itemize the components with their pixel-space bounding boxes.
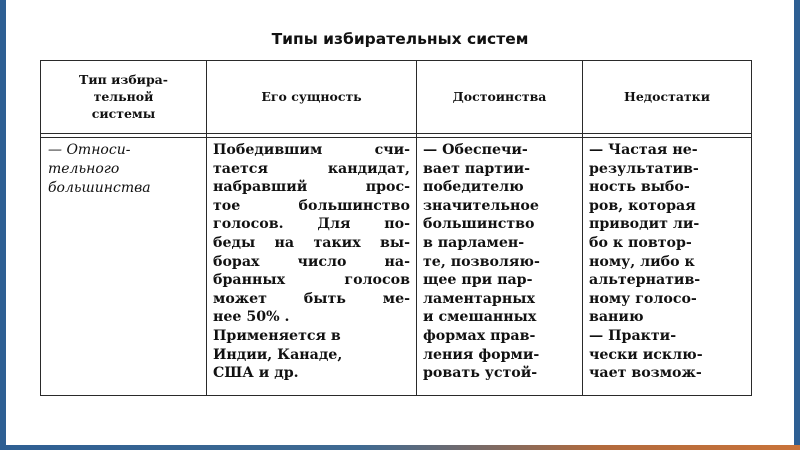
cell-line: бранных голосов <box>213 272 410 289</box>
cell-line: большинства <box>48 180 151 196</box>
cell-line: результатив- <box>589 160 699 177</box>
cell-line: ность выбо- <box>589 179 690 196</box>
cell-line: — Практи- <box>589 327 677 344</box>
slide-title: Типы избирательных систем <box>271 30 529 48</box>
header-essence-label: Его сущность <box>261 89 362 104</box>
cell-line: в парламен- <box>423 234 525 251</box>
electoral-systems-table <box>40 60 752 396</box>
cell-line: ления форми- <box>423 346 540 363</box>
cell-advantages <box>423 141 581 383</box>
cell-line: бо к повтор- <box>589 234 692 251</box>
cell-line: ровать устой- <box>423 365 538 382</box>
slide-frame-bottom <box>0 445 800 450</box>
header-system-type-line: Тип избира- <box>79 72 168 87</box>
cell-line: ному, либо к <box>589 253 695 270</box>
cell-line: тое большинство <box>213 197 410 214</box>
cell-system-type <box>48 141 204 198</box>
header-rule-1 <box>40 133 752 134</box>
cell-disadvantages <box>589 141 749 383</box>
cell-line: чески исклю- <box>589 346 703 363</box>
cell-line: тается кандидат, <box>213 160 410 177</box>
cell-line: вает партии- <box>423 160 531 177</box>
cell-line: альтернатив- <box>589 272 701 289</box>
cell-line: ламентарных <box>423 290 535 307</box>
cell-line: приводит ли- <box>589 216 700 233</box>
cell-line: голосов. Для по- <box>213 216 410 233</box>
cell-line: те, позволяю- <box>423 253 540 270</box>
cell-line: тельного <box>48 161 120 177</box>
header-disadvantages-label: Недостатки <box>624 89 710 104</box>
cell-line: щее при пар- <box>423 272 533 289</box>
cell-line: ров, которая <box>589 197 696 214</box>
cell-line: значительное <box>423 197 539 214</box>
cell-line: нее 50% . <box>213 309 290 326</box>
header-system-type <box>41 60 206 133</box>
header-system-type-line: системы <box>91 106 156 121</box>
header-advantages <box>417 60 582 133</box>
cell-line: ванию <box>589 309 644 326</box>
cell-line: большинство <box>423 216 535 233</box>
cell-line: борах число на- <box>213 253 410 270</box>
cell-line: Индии, Канаде, <box>213 346 343 363</box>
header-advantages-label: Достоинства <box>452 89 547 104</box>
header-disadvantages <box>583 60 751 133</box>
cell-essence <box>213 141 410 383</box>
slide-frame-right <box>794 0 800 450</box>
slide-frame-left <box>0 0 6 450</box>
cell-line: — Относи- <box>48 142 131 158</box>
cell-line: чает возмож- <box>589 365 702 382</box>
cell-line: — Обеспечи- <box>423 142 528 158</box>
cell-line: формах прав- <box>423 327 536 344</box>
table-bottom-rule <box>40 395 752 396</box>
cell-line: — Частая не- <box>589 142 698 158</box>
header-essence <box>207 60 416 133</box>
cell-line: Применяется в <box>213 327 341 344</box>
cell-line: может быть ме- <box>213 290 410 307</box>
cell-line: и смешанных <box>423 309 537 326</box>
cell-line: беды на таких вы- <box>213 234 410 251</box>
header-rule-2 <box>40 137 752 138</box>
cell-line: США и др. <box>213 365 299 382</box>
cell-line: Победившим счи- <box>213 142 410 158</box>
cell-line: победителю <box>423 179 524 196</box>
table-right-rule <box>751 60 752 396</box>
cell-line: набравший прос- <box>213 179 410 196</box>
cell-line: ному голосо- <box>589 290 697 307</box>
header-system-type-line: тельной <box>93 89 154 104</box>
